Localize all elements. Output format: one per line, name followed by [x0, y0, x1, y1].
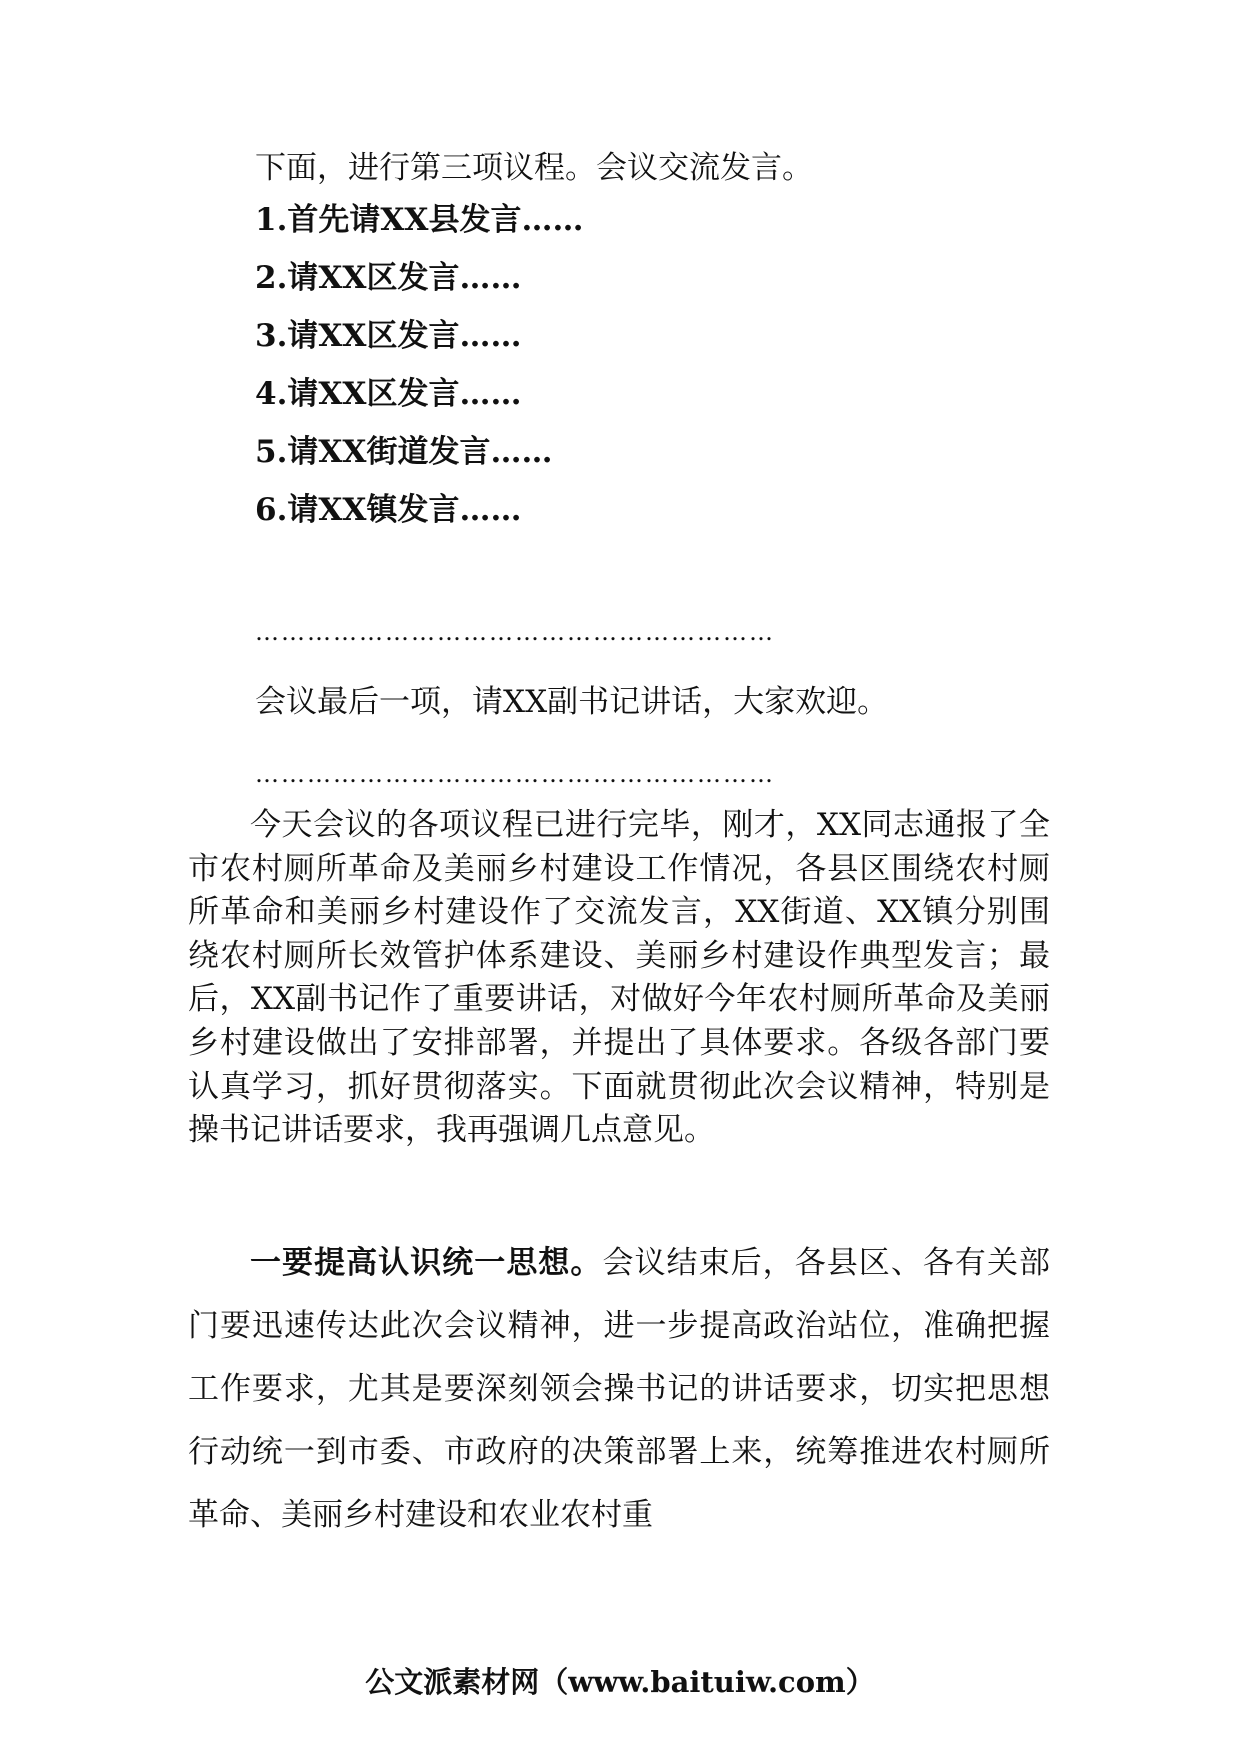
footer-watermark: 公文派素材网（www.baituiw.com） [365, 1665, 875, 1699]
point-one-paragraph [188, 1232, 1050, 1547]
agenda-item-6: 6.请XX镇发言…… [255, 492, 522, 528]
agenda-item-5: 5.请XX街道发言…… [255, 434, 553, 470]
point-one-body: 会议结束后，各县区、各有关部门要迅速传达此次会议精神，进一步提高政治站位，准确把握工作要求，尤其是要深刻领会操书记的讲话要求，切实把思想行动统一到市委、市政府的决策部署上来，统筹推进农村厕所革命、美丽乡村建设和农业农村重 [188, 1245, 1051, 1533]
separator-dots-2: …………………………………………………… [255, 760, 775, 788]
closing-call-line: 会议最后一项，请XX副书记讲话，大家欢迎。 [255, 684, 889, 720]
agenda-item-2: 2.请XX区发言…… [255, 260, 522, 296]
summary-paragraph: 今天会议的各项议程已进行完毕，刚才，XX同志通报了全市农村厕所革命及美丽乡村建设工作情况，各县区围绕农村厕所革命和美丽乡村建设作了交流发言，XX街道、XX镇分别围绕农村厕所长效管护体系建设、美丽乡村建设作典型发言；最后，XX副书记作了重要讲话，对做好今年农村厕所革命及美丽乡村建设做出了安排部署，并提出了具体要求。各级各部门要认真学习，抓好贯彻落实。下面就贯彻此次会议精神，特别是操书记讲话要求，我再强调几点意见。 [188, 807, 1050, 1149]
agenda-item-4: 4.请XX区发言…… [255, 376, 522, 412]
separator-dots-1: …………………………………………………… [255, 618, 775, 646]
point-one-heading: 一要提高认识统一思想。 [250, 1245, 603, 1281]
agenda-item-1: 1.首先请XX县发言…… [255, 202, 584, 238]
intro-line: 下面，进行第三项议程。会议交流发言。 [255, 150, 813, 186]
agenda-item-3: 3.请XX区发言…… [255, 318, 522, 354]
